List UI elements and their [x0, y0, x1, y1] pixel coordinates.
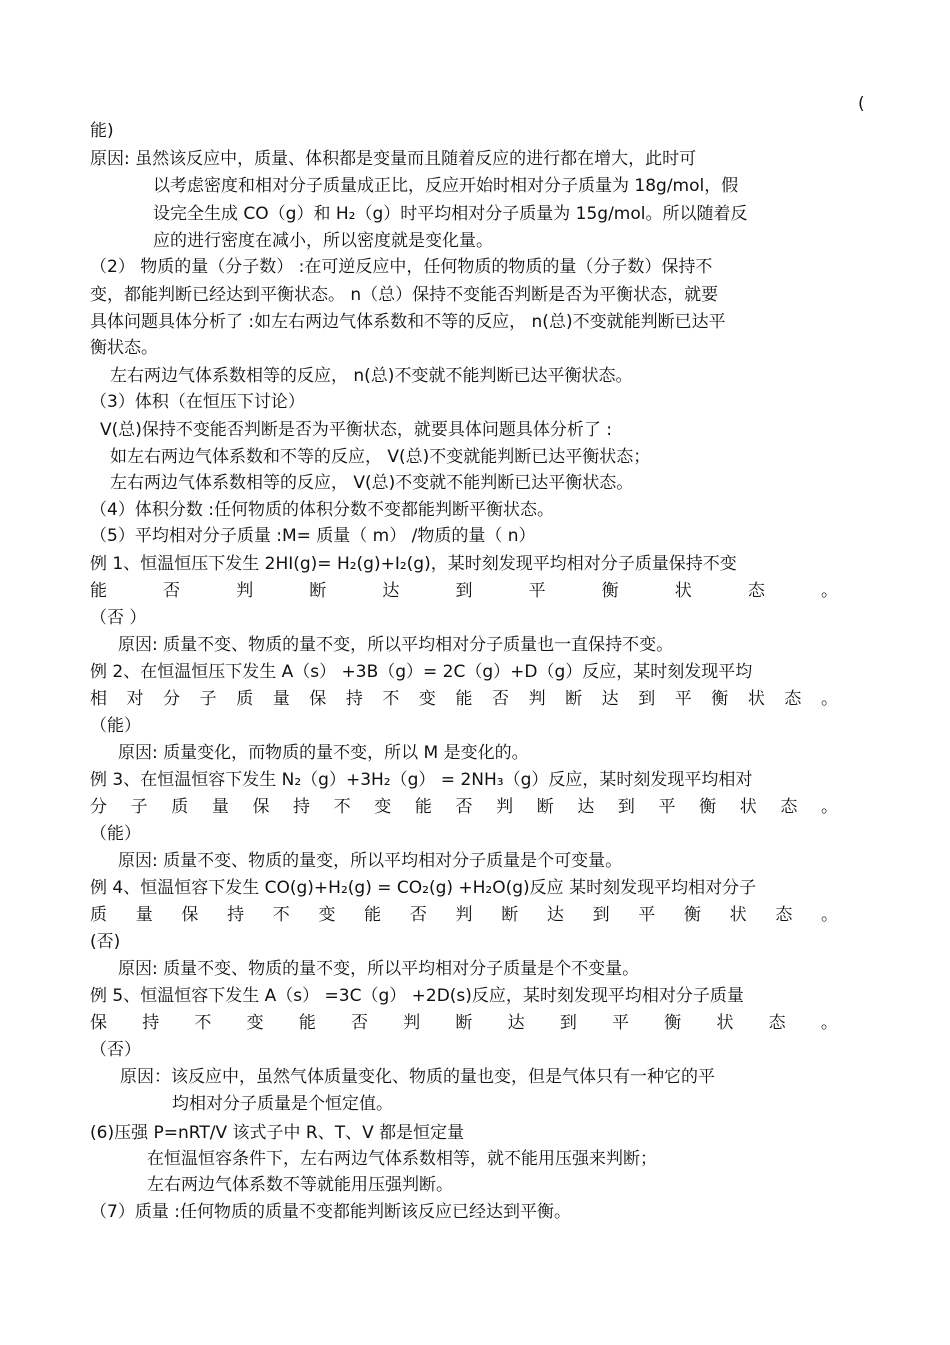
- text-line: 例 2、在恒温恒压下发生 A（s） +3B（g）= 2C（g）+D（g）反应，某时刻发现平均: [90, 662, 753, 682]
- spread-char: 衡: [699, 797, 717, 817]
- spread-char: 判: [403, 1013, 421, 1033]
- spread-char: 变: [318, 905, 336, 925]
- spread-char: 达: [601, 689, 619, 709]
- spread-char: 子: [130, 797, 148, 817]
- spread-char: 质: [90, 905, 107, 925]
- spread-char: 平: [658, 797, 676, 817]
- spread-char: 分: [90, 797, 107, 817]
- spread-char: 判: [455, 905, 473, 925]
- spread-char: 状: [674, 581, 692, 601]
- spread-char: 否: [163, 581, 181, 601]
- text-line: 左右两边气体系数不等就能用压强判断。: [147, 1175, 453, 1195]
- text-line: 变，都能判断已经达到平衡状态。 n（总）保持不变能否判断是否为平衡状态，就要: [90, 285, 719, 305]
- text-line: 具体问题具体分析了 :如左右两边气体系数和不等的反应， n(总)不变就能判断已达平: [90, 312, 726, 332]
- spread-line: [90, 1012, 838, 1034]
- spread-char: 判: [528, 689, 546, 709]
- spread-char: 到: [638, 689, 656, 709]
- spread-char: 达: [507, 1013, 525, 1033]
- text-line: （7）质量 :任何物质的质量不变都能判断该反应已经达到平衡。: [90, 1202, 571, 1222]
- text-line: 均相对分子质量是个恒定值。: [172, 1094, 393, 1114]
- spread-char: 质: [171, 797, 189, 817]
- spread-char: 否: [351, 1013, 369, 1033]
- spread-char: 态: [775, 905, 793, 925]
- spread-char: 不: [194, 1013, 212, 1033]
- text-line: 例 1、恒温恒压下发生 2HI(g)= H₂(g)+I₂(g)，某时刻发现平均相对分子质量保持不变: [90, 554, 737, 574]
- spread-char: 质: [236, 689, 254, 709]
- text-line: （2） 物质的量（分子数） :在可逆反应中，任何物质的物质的量（分子数）保持不: [90, 257, 713, 277]
- spread-char: 保: [181, 905, 199, 925]
- spread-char: 持: [142, 1013, 160, 1033]
- spread-char: 分: [163, 689, 181, 709]
- text-line: 原因: 质量不变、物质的量不变，所以平均相对分子质量也一直保持不变。: [118, 635, 674, 655]
- spread-char: 态: [780, 797, 798, 817]
- text-line: 设完全生成 CO（g）和 H₂（g）时平均相对分子质量为 15g/mol。所以随着反: [153, 204, 748, 224]
- spread-char: 衡: [601, 581, 619, 601]
- spread-char: 断: [565, 689, 583, 709]
- spread-char: 量: [135, 905, 153, 925]
- spread-char: 否: [455, 797, 473, 817]
- text-line: 以考虑密度和相对分子质量成正比，反应开始时相对分子质量为 18g/mol，假: [153, 176, 739, 196]
- spread-char: 保: [252, 797, 270, 817]
- text-line: 能): [90, 121, 114, 141]
- spread-char: 对: [126, 689, 144, 709]
- spread-line: [90, 904, 838, 926]
- spread-line: [90, 796, 838, 818]
- text-line: 衡状态。: [90, 338, 158, 358]
- spread-char: 量: [272, 689, 290, 709]
- spread-char: 状: [729, 905, 747, 925]
- spread-char: 保: [90, 1013, 107, 1033]
- text-line: （4）体积分数 :任何物质的体积分数不变都能判断平衡状态。: [90, 500, 554, 520]
- spread-char: 衡: [711, 689, 729, 709]
- spread-char: 保: [309, 689, 327, 709]
- spread-char: 能: [455, 689, 473, 709]
- spread-char: 平: [612, 1013, 630, 1033]
- text-line: V(总)保持不变能否判断是否为平衡状态，就要具体问题具体分析了 :: [100, 420, 613, 440]
- spread-char: 。: [820, 581, 838, 601]
- spread-char: 平: [674, 689, 692, 709]
- spread-char: 态: [768, 1013, 786, 1033]
- text-line: 例 4、恒温恒容下发生 CO(g)+H₂(g) = CO₂(g) +H₂O(g)反应 某时刻发现平均相对分子: [90, 878, 757, 898]
- spread-char: 达: [577, 797, 595, 817]
- text-line: (6)压强 P=nRT/V 该式子中 R、T、V 都是恒定量: [90, 1123, 465, 1143]
- spread-char: 状: [739, 797, 757, 817]
- text-line: 在恒温恒容条件下，左右两边气体系数相等，就不能用压强来判断；: [147, 1149, 657, 1169]
- spread-char: 到: [617, 797, 635, 817]
- spread-char: 持: [227, 905, 245, 925]
- spread-char: 平: [528, 581, 546, 601]
- spread-char: 。: [820, 1013, 838, 1033]
- spread-char: 否: [492, 689, 510, 709]
- spread-char: 断: [309, 581, 327, 601]
- spread-char: 断: [536, 797, 554, 817]
- spread-char: 不: [382, 689, 400, 709]
- spread-char: 平: [638, 905, 656, 925]
- spread-char: 到: [455, 581, 473, 601]
- spread-char: 持: [345, 689, 363, 709]
- spread-char: 达: [546, 905, 564, 925]
- spread-char: 变: [246, 1013, 264, 1033]
- spread-char: 不: [272, 905, 290, 925]
- spread-char: 态: [784, 689, 802, 709]
- spread-char: 相: [90, 689, 107, 709]
- spread-char: 变: [418, 689, 436, 709]
- spread-line: [90, 580, 838, 602]
- text-line: （能）: [90, 824, 141, 844]
- text-line: （5）平均相对分子质量 :M= 质量（ m） /物质的量（ n）: [90, 526, 536, 546]
- text-line: 例 5、恒温恒容下发生 A（s） =3C（g） +2D(s)反应，某时刻发现平均相对分子质量: [90, 986, 744, 1006]
- spread-char: 。: [821, 905, 838, 925]
- text-line: （能）: [90, 716, 141, 736]
- spread-char: 到: [559, 1013, 577, 1033]
- spread-char: 能: [298, 1013, 316, 1033]
- text-line: （3）体积（在恒压下讨论）: [90, 392, 305, 412]
- spread-char: 判: [236, 581, 254, 601]
- spread-char: 态: [747, 581, 765, 601]
- text-line: 例 3、在恒温恒容下发生 N₂（g）+3H₂（g） = 2NH₃（g）反应，某时刻发现平均相对: [90, 770, 753, 790]
- spread-char: 否: [409, 905, 427, 925]
- text-line: 原因: 虽然该反应中，质量、体积都是变量而且随着反应的进行都在增大，此时可: [90, 149, 697, 169]
- spread-char: 能: [364, 905, 382, 925]
- spread-char: 变: [374, 797, 392, 817]
- spread-char: 能: [90, 581, 107, 601]
- text-line: 原因: 质量不变、物质的量变，所以平均相对分子质量是个可变量。: [118, 851, 623, 871]
- text-line: 原因: 质量不变、物质的量不变，所以平均相对分子质量是个不变量。: [118, 959, 640, 979]
- text-line: 原因：该反应中，虽然气体质量变化、物质的量也变，但是气体只有一种它的平: [120, 1067, 715, 1087]
- spread-char: 断: [455, 1013, 473, 1033]
- spread-char: 持: [293, 797, 311, 817]
- spread-char: 子: [199, 689, 217, 709]
- spread-char: 能: [414, 797, 432, 817]
- text-line: 左右两边气体系数相等的反应， n(总)不变就不能判断已达平衡状态。: [110, 366, 633, 386]
- spread-char: 状: [716, 1013, 734, 1033]
- spread-char: 。: [820, 797, 838, 817]
- text-line: （否 ）: [90, 608, 147, 628]
- spread-char: 。: [820, 689, 838, 709]
- text-line: (否): [90, 932, 121, 952]
- text-line: 原因: 质量变化，而物质的量不变，所以 M 是变化的。: [118, 743, 529, 763]
- spread-char: 判: [496, 797, 514, 817]
- text-line: 应的进行密度在减小，所以密度就是变化量。: [153, 231, 493, 251]
- text-line: （否）: [90, 1040, 141, 1060]
- spread-char: 状: [747, 689, 765, 709]
- page-mark: (: [858, 94, 865, 114]
- text-line: 如左右两边气体系数和不等的反应， V(总)不变就能判断已达平衡状态；: [110, 447, 651, 467]
- spread-line: [90, 688, 838, 710]
- spread-char: 衡: [683, 905, 701, 925]
- spread-char: 不: [333, 797, 351, 817]
- spread-char: 断: [501, 905, 519, 925]
- spread-char: 衡: [664, 1013, 682, 1033]
- spread-char: 量: [211, 797, 229, 817]
- text-line: 左右两边气体系数相等的反应， V(总)不变就不能判断已达平衡状态。: [110, 473, 634, 493]
- spread-char: 达: [382, 581, 400, 601]
- spread-char: 到: [592, 905, 610, 925]
